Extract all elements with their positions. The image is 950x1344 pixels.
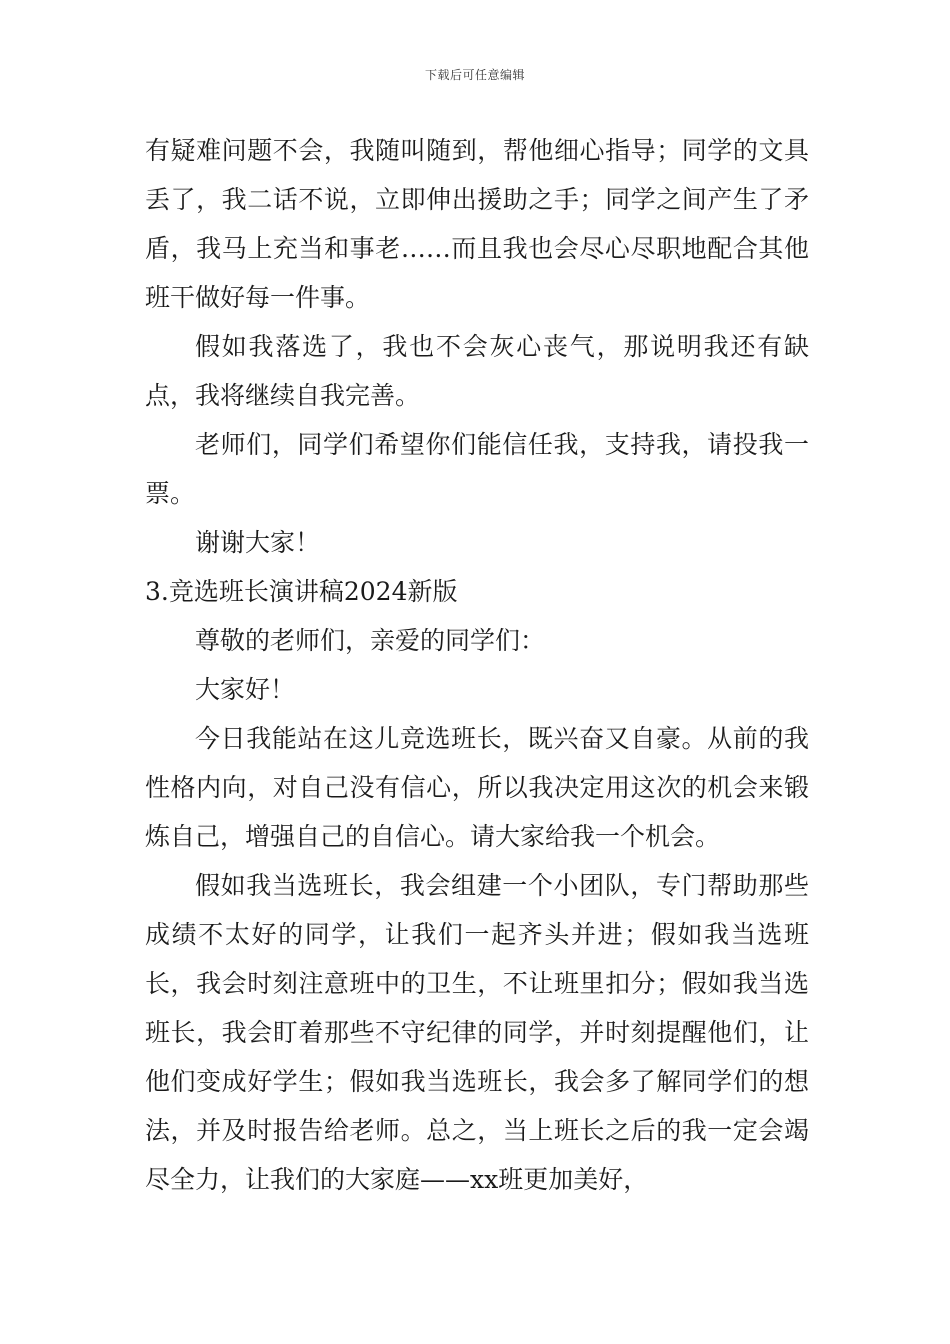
paragraph-plans: 假如我当选班长，我会组建一个小团队，专门帮助那些成绩不太好的同学，让我们一起齐头并进；假如我当选班长，我会时刻注意班中的卫生，不让班里扣分；假如我当选班长，我会盯着那些不守纪律的同学，并时刻提醒他们，让他们变成好学生；假如我当选班长，我会多了解同学们的想法，并及时报告给老师。总之，当上班长之后的我一定会竭尽全力，让我们的大家庭——xx班更加美好， [145,871,809,1194]
page-header: 下载后可任意编辑 [424,68,525,82]
paragraph-vote-request: 老师们，同学们希望你们能信任我，支持我，请投我一票。 [145,430,809,508]
paragraph-lose-election: 假如我落选了，我也不会灰心丧气，那说明我还有缺点，我将继续自我完善。 [145,332,809,410]
paragraph-greeting: 大家好！ [195,675,296,704]
section-heading: 3.竞选班长演讲稿2024新版 [145,577,458,606]
paragraph-continued: 有疑难问题不会，我随叫随到，帮他细心指导；同学的文具丢了，我二话不说，立即伸出援助之手；同学之间产生了矛盾，我马上充当和事老……而且我也会尽心尽职地配合其他班干做好每一件事。 [145,136,809,312]
paragraph-salutation: 尊敬的老师们，亲爱的同学们： [195,626,546,655]
document-body [145,126,809,1204]
paragraph-intro: 今日我能站在这儿竞选班长，既兴奋又自豪。从前的我性格内向，对自己没有信心，所以我决定用这次的机会来锻炼自己，增强自己的自信心。请大家给我一个机会。 [145,724,809,851]
paragraph-thanks: 谢谢大家！ [195,528,321,557]
